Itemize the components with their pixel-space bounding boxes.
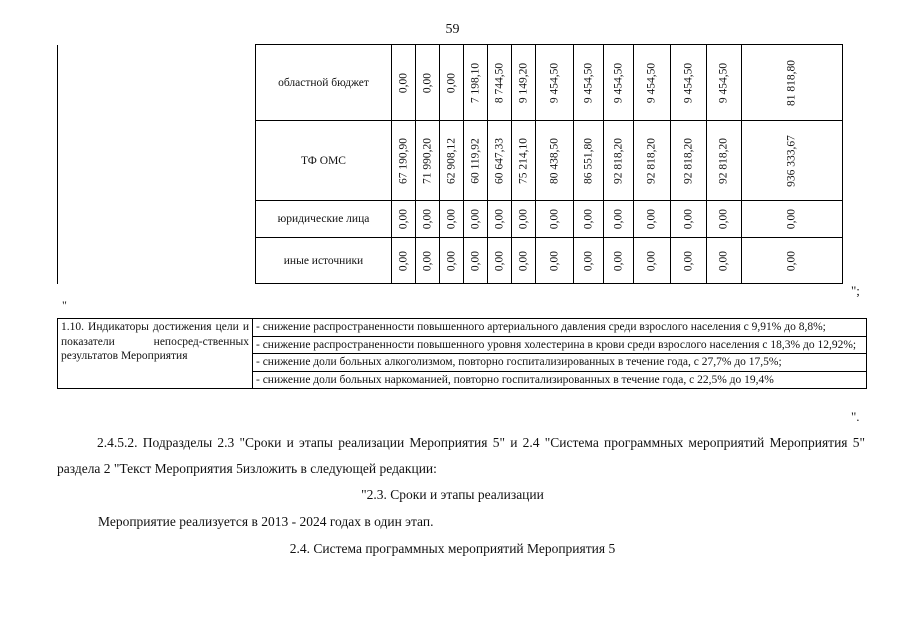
funding-value-cell	[574, 238, 604, 284]
funding-total-cell	[742, 121, 843, 201]
funding-value-cell	[536, 201, 574, 238]
funding-value-cell	[488, 121, 512, 201]
funding-total-cell	[742, 45, 843, 121]
indicator-item: - снижение распространенности повышенного уровня холестерина в крови среди взрослого населения с 18,3% до 12,92%;	[253, 336, 866, 354]
funding-value-cell	[634, 121, 671, 201]
indicators-closing-mark: ".	[851, 409, 860, 424]
funding-value-cell	[440, 121, 464, 201]
funding-value-cell	[536, 45, 574, 121]
indicators-label: 1.10. Индикаторы достижения цели и показатели непосред-ственных результатов Мероприятия	[58, 319, 253, 389]
funding-value-cell	[604, 201, 634, 238]
funding-value-cell	[707, 121, 742, 201]
funding-table	[57, 44, 843, 284]
funding-value-cell	[707, 201, 742, 238]
funding-value: 9 454,50	[581, 62, 594, 103]
funding-value: 9 149,20	[516, 62, 529, 103]
funding-value: 8 744,50	[492, 62, 505, 103]
funding-value-cell	[634, 201, 671, 238]
funding-value: 71 990,20	[420, 137, 433, 184]
funding-value: 80 438,50	[547, 137, 560, 184]
funding-value: 60 647,33	[492, 137, 505, 184]
funding-value: 86 551,80	[581, 137, 594, 184]
funding-value: 0,00	[516, 250, 529, 271]
empty-program-cell	[58, 45, 256, 284]
funding-value: 0,00	[468, 208, 481, 230]
funding-source-label: ТФ ОМС	[256, 121, 392, 201]
funding-value-cell	[634, 45, 671, 121]
funding-value: 0,00	[492, 208, 505, 230]
funding-value: 0,00	[396, 250, 409, 271]
funding-value: 0,00	[581, 208, 594, 230]
funding-value: 0,00	[681, 208, 694, 230]
funding-value-cell	[707, 238, 742, 284]
funding-value: 9 454,50	[611, 62, 624, 103]
section-heading-2-3: "2.3. Сроки и этапы реализации	[361, 487, 544, 502]
funding-value-cell	[512, 238, 536, 284]
funding-value-cell	[488, 238, 512, 284]
funding-value: 7 198,10	[468, 62, 481, 103]
funding-value-cell	[604, 45, 634, 121]
funding-value-cell	[392, 201, 416, 238]
funding-value-cell	[464, 121, 488, 201]
funding-value-cell	[604, 121, 634, 201]
funding-value: 0,00	[717, 208, 730, 230]
funding-value: 0,00	[444, 208, 457, 230]
funding-value-cell	[512, 201, 536, 238]
funding-value-cell	[671, 201, 707, 238]
amendment-paragraph: 2.4.5.2. Подразделы 2.3 "Сроки и этапы реализации Мероприятия 5" и 2.4 "Система программных мероприятий Мероприятия 5" раздела 2 "Текст Мероприятия 5изложить в следующей редакции:	[57, 435, 865, 476]
funding-row	[58, 45, 843, 121]
funding-value: 0,00	[396, 208, 409, 230]
funding-value: 0,00	[611, 208, 624, 230]
indicator-item: - снижение доли больных алкоголизмом, повторно госпитализированных в течение года, с 27,7% до 17,5%;	[253, 353, 866, 371]
funding-value: 9 454,50	[681, 62, 694, 103]
funding-value: 0,00	[516, 208, 529, 230]
page-number: 59	[445, 22, 460, 37]
indicators-list	[253, 319, 867, 389]
schedule-sentence: Мероприятие реализуется в 2013 - 2024 годах в один этап.	[98, 514, 434, 529]
funding-value-cell	[574, 121, 604, 201]
funding-value: 92 818,20	[681, 137, 694, 184]
funding-value: 0,00	[468, 250, 481, 271]
funding-value-cell	[488, 201, 512, 238]
funding-value-cell	[574, 201, 604, 238]
funding-value-cell	[464, 201, 488, 238]
funding-value: 92 818,20	[611, 137, 624, 184]
funding-value: 0,00	[420, 208, 433, 230]
funding-value-cell	[416, 121, 440, 201]
funding-value-cell	[512, 45, 536, 121]
funding-value-cell	[464, 45, 488, 121]
funding-value-cell	[392, 121, 416, 201]
funding-value: 0,00	[420, 250, 433, 271]
funding-value-cell	[392, 45, 416, 121]
funding-value: 60 119,92	[468, 137, 481, 184]
funding-value: 0,00	[396, 72, 409, 93]
section-heading-2-4: 2.4. Система программных мероприятий Мероприятия 5	[289, 541, 616, 556]
funding-value-cell	[416, 238, 440, 284]
funding-value: 0,00	[420, 72, 433, 93]
funding-value-cell	[440, 201, 464, 238]
funding-value: 0,00	[645, 250, 658, 271]
indicator-item: - снижение распространенности повышенного артериального давления среди взрослого населения с 9,91% до 8,8%;	[256, 321, 826, 333]
funding-value-cell	[416, 201, 440, 238]
funding-value: 92 818,20	[645, 137, 658, 184]
funding-source-label: иные источники	[256, 238, 392, 284]
funding-value: 9 454,50	[717, 62, 730, 103]
funding-value: 75 214,10	[516, 137, 529, 184]
funding-value-cell	[604, 238, 634, 284]
funding-value: 92 818,20	[717, 137, 730, 184]
funding-value-cell	[440, 45, 464, 121]
funding-value: 0,00	[444, 72, 457, 93]
funding-value: 67 190,90	[396, 137, 409, 184]
funding-value: 9 454,50	[547, 62, 560, 103]
funding-value: 0,00	[547, 208, 560, 230]
funding-value-cell	[440, 238, 464, 284]
funding-value-cell	[671, 45, 707, 121]
funding-value-cell	[392, 238, 416, 284]
funding-value-cell	[416, 45, 440, 121]
funding-value: 62 908,12	[444, 137, 457, 184]
funding-source-label: областной бюджет	[256, 45, 392, 121]
funding-total-cell	[742, 238, 843, 284]
funding-value: 0,00	[717, 250, 730, 271]
funding-value: 0,00	[492, 250, 505, 271]
opening-quote-mark: "	[62, 298, 67, 312]
funding-total: 0,00	[785, 208, 798, 230]
funding-value-cell	[488, 45, 512, 121]
funding-source-label: юридические лица	[256, 201, 392, 238]
funding-value-cell	[512, 121, 536, 201]
funding-total: 0,00	[785, 250, 798, 271]
funding-value: 0,00	[681, 250, 694, 271]
funding-value-cell	[671, 121, 707, 201]
funding-total: 81 818,80	[785, 59, 798, 106]
funding-value: 0,00	[547, 250, 560, 271]
funding-value: 0,00	[581, 250, 594, 271]
funding-total: 936 333,67	[785, 134, 798, 187]
funding-value-cell	[634, 238, 671, 284]
funding-value-cell	[536, 121, 574, 201]
funding-value: 0,00	[444, 250, 457, 271]
funding-value-cell	[536, 238, 574, 284]
funding-value-cell	[574, 45, 604, 121]
funding-value: 0,00	[645, 208, 658, 230]
funding-total-cell	[742, 201, 843, 238]
funding-value-cell	[464, 238, 488, 284]
funding-value-cell	[671, 238, 707, 284]
funding-value: 0,00	[611, 250, 624, 271]
closing-quote-mark: ";	[851, 283, 860, 298]
indicator-item: - снижение доли больных наркоманией, повторно госпитализированных в течение года, с 22,5% до 19,4%	[253, 371, 866, 389]
funding-value: 9 454,50	[645, 62, 658, 103]
funding-value-cell	[707, 45, 742, 121]
indicators-table	[57, 318, 867, 389]
